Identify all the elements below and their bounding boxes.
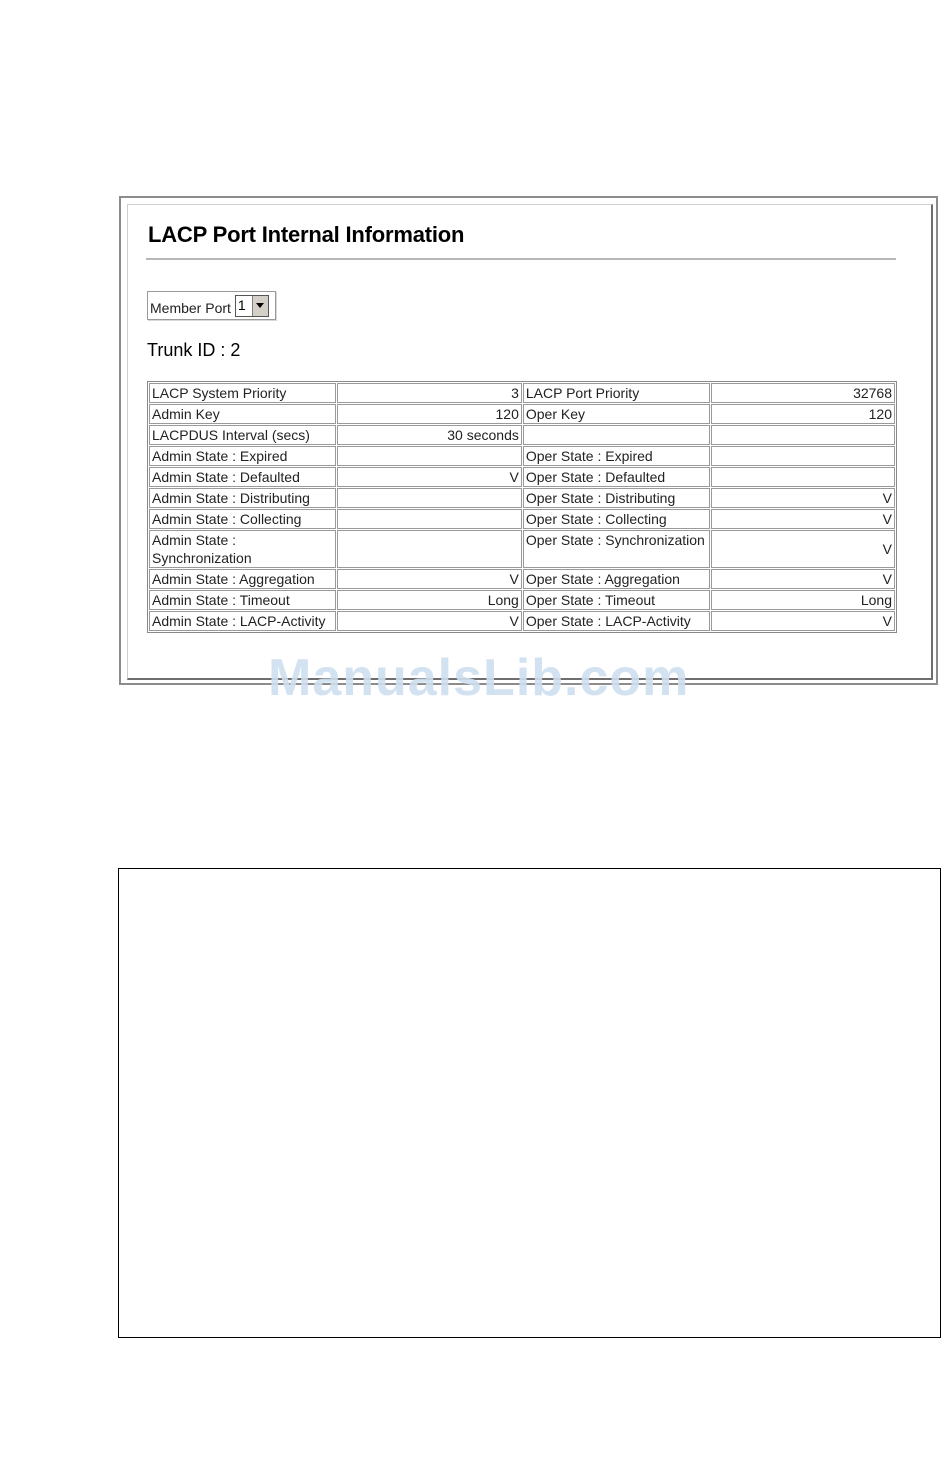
row-value: V (711, 488, 895, 508)
row-label: Admin State : LACP-Activity (149, 611, 336, 631)
table-row (149, 590, 895, 610)
empty-content-box (118, 868, 941, 1338)
row-label: Admin State : Synchronization (149, 530, 336, 568)
member-port-label: Member Port (150, 299, 231, 316)
row-label: Admin State : Timeout (149, 590, 336, 610)
table-row (149, 425, 895, 445)
trunk-id-label: Trunk ID : 2 (147, 340, 241, 360)
row-label: LACP System Priority (149, 383, 336, 403)
watermark: ManualsLib.com (268, 649, 690, 707)
row-value (337, 530, 522, 568)
row-label: Oper State : Collecting (523, 509, 710, 529)
row-label (523, 425, 710, 445)
screenshot-frame (119, 196, 938, 685)
table-row (149, 404, 895, 424)
member-port-control (147, 291, 276, 320)
chevron-down-icon[interactable] (252, 296, 268, 316)
row-label: Oper State : Aggregation (523, 569, 710, 589)
table-row (149, 446, 895, 466)
row-value: V (711, 530, 895, 568)
table-row (149, 611, 895, 631)
row-value: 120 (337, 404, 522, 424)
row-label: Admin State : Aggregation (149, 569, 336, 589)
row-value: Long (337, 590, 522, 610)
table-row (149, 383, 895, 403)
row-value (711, 446, 895, 466)
row-value: 3 (337, 383, 522, 403)
page-title: LACP Port Internal Information (148, 222, 465, 247)
row-label: Oper State : Expired (523, 446, 710, 466)
member-port-select[interactable] (235, 295, 269, 317)
table-row (149, 530, 895, 568)
row-value (337, 509, 522, 529)
row-value (711, 467, 895, 487)
row-label: Admin State : Distributing (149, 488, 336, 508)
row-value: V (711, 611, 895, 631)
row-value (337, 446, 522, 466)
row-label: Oper State : LACP-Activity (523, 611, 710, 631)
table-row (149, 509, 895, 529)
lacp-panel (127, 204, 933, 680)
table-row (149, 569, 895, 589)
row-value: 32768 (711, 383, 895, 403)
row-value: V (337, 569, 522, 589)
row-value: 30 seconds (337, 425, 522, 445)
row-label: Admin Key (149, 404, 336, 424)
member-port-select-value: 1 (237, 296, 246, 313)
row-value: 120 (711, 404, 895, 424)
row-label: Oper State : Distributing (523, 488, 710, 508)
row-label: Admin State : Defaulted (149, 467, 336, 487)
row-value (711, 425, 895, 445)
row-value: V (711, 569, 895, 589)
lacp-info-table (147, 381, 897, 633)
table-row (149, 488, 895, 508)
row-label: Oper Key (523, 404, 710, 424)
row-value: V (337, 467, 522, 487)
row-label: Admin State : Expired (149, 446, 336, 466)
title-divider (146, 258, 896, 260)
row-label: Oper State : Defaulted (523, 467, 710, 487)
row-value: V (711, 509, 895, 529)
row-label: LACP Port Priority (523, 383, 710, 403)
row-label: Oper State : Timeout (523, 590, 710, 610)
row-label: LACPDUS Interval (secs) (149, 425, 336, 445)
row-value (337, 488, 522, 508)
row-value: V (337, 611, 522, 631)
row-label: Oper State : Synchronization (523, 530, 710, 568)
row-value: Long (711, 590, 895, 610)
row-label: Admin State : Collecting (149, 509, 336, 529)
table-row (149, 467, 895, 487)
